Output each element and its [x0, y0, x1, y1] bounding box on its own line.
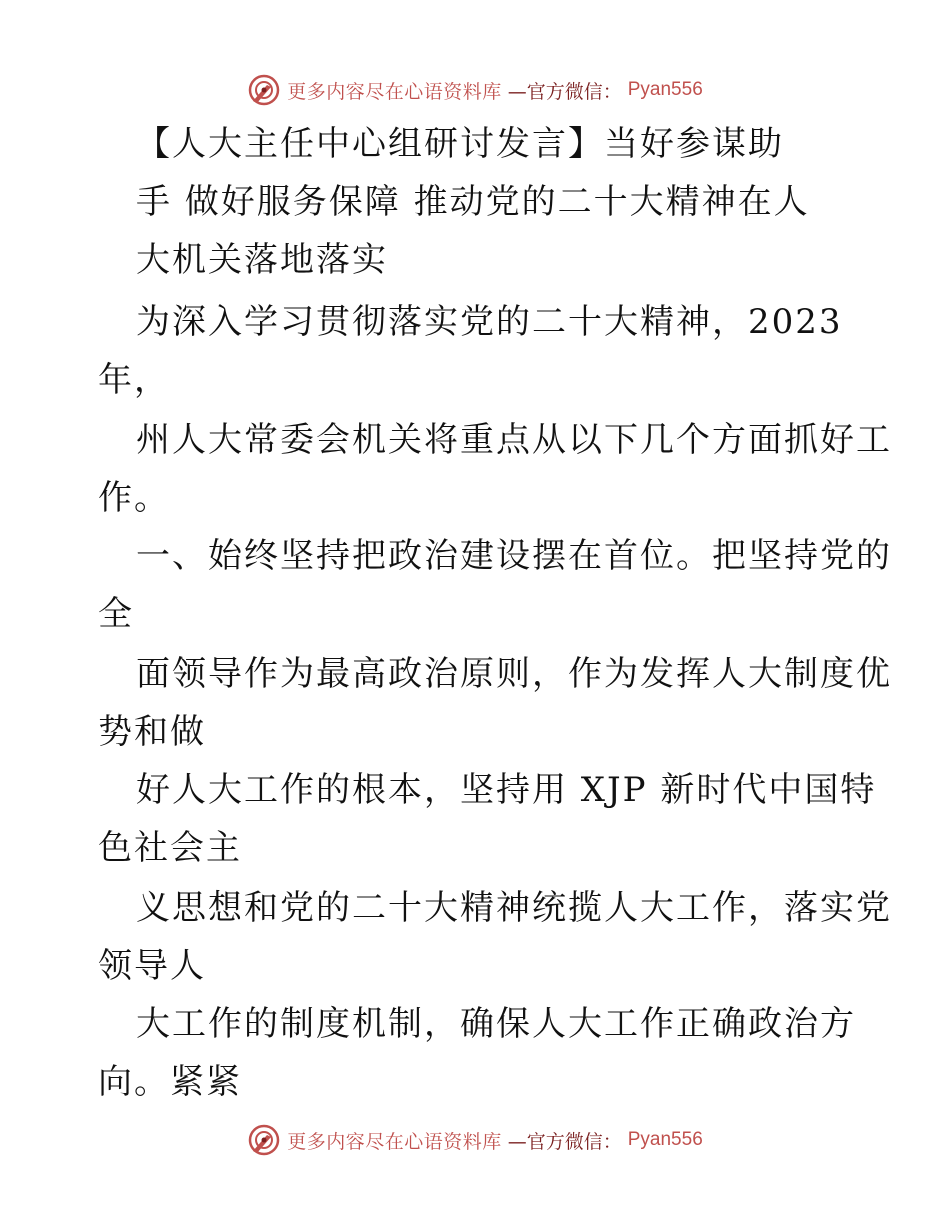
title-line-3: 大机关落地落实 [136, 240, 388, 280]
body-line: 势和做 [98, 712, 206, 752]
body-line: 大工作的制度机制，确保人大工作正确政治方 [136, 1004, 856, 1044]
watermark-footer [0, 1120, 950, 1160]
watermark-logo-icon [247, 1123, 281, 1157]
body-line: 州人大常委会机关将重点从以下几个方面抓好工 [136, 420, 892, 460]
watermark-id: Pyan556 [627, 79, 703, 100]
body-line: 义思想和党的二十大精神统揽人大工作，落实党 [136, 888, 892, 928]
body-line: 领导人 [98, 946, 206, 986]
watermark-header [0, 70, 950, 110]
body-line: 一、始终坚持把政治建设摆在首位。把坚持党的 [136, 536, 892, 576]
watermark-text: 更多内容尽在心语资料库 [287, 80, 502, 103]
title-line-1: 【人大主任中心组研讨发言】当好参谋助 [136, 124, 784, 164]
title-line-2: 手 做好服务保障 推动党的二十大精神在人 [136, 182, 810, 222]
watermark-separator: —官方微信： [507, 1130, 622, 1153]
body-line: 年， [98, 360, 170, 400]
body-line: 面领导作为最高政治原则，作为发挥人大制度优 [136, 654, 892, 694]
body-line: 向。紧紧 [98, 1062, 242, 1102]
watermark-separator: —官方微信： [507, 80, 622, 103]
body-line: 为深入学习贯彻落实党的二十大精神，2023 [136, 302, 843, 342]
body-line: 好人大工作的根本，坚持用 XJP 新时代中国特 [136, 770, 877, 810]
body-line: 色社会主 [98, 828, 242, 868]
body-line: 全 [98, 594, 134, 634]
body-line: 作。 [98, 478, 170, 518]
watermark-logo-icon [247, 73, 281, 107]
watermark-text: 更多内容尽在心语资料库 [287, 1130, 502, 1153]
watermark-id: Pyan556 [627, 1129, 703, 1150]
